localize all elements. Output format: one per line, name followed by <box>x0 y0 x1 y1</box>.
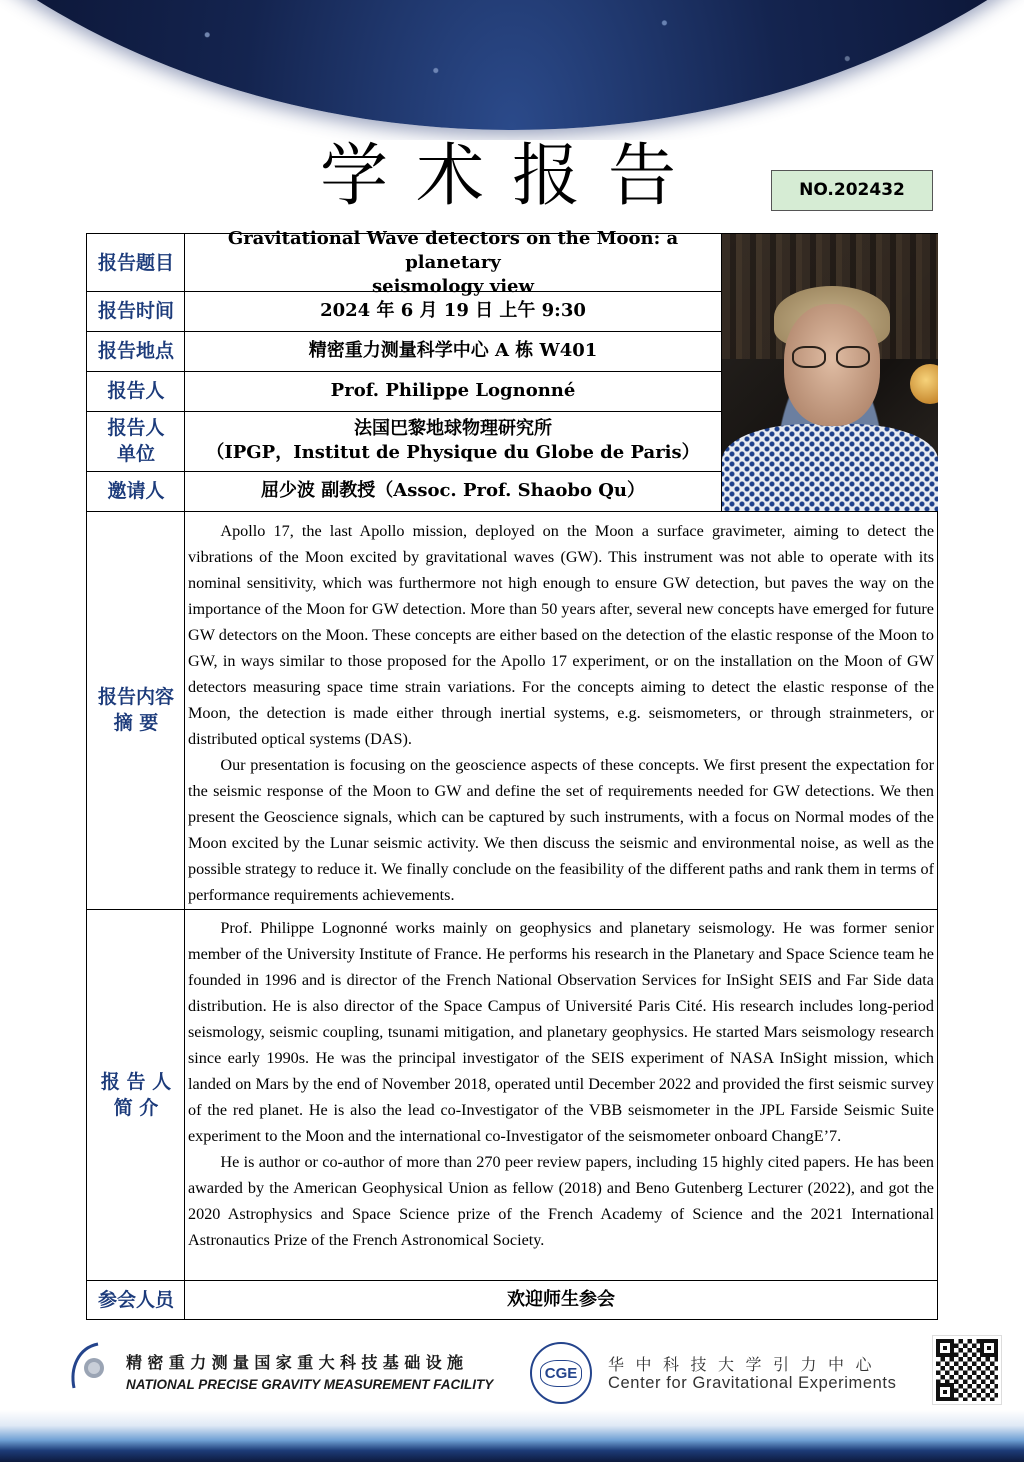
host-label: 邀请人 <box>107 480 165 502</box>
npgm-logo-icon <box>68 1340 118 1395</box>
topic-line-1: Gravitational Wave detectors on the Moon: a planetary <box>227 227 679 273</box>
cge-name-cn: 华中科技大学引力中心 <box>608 1355 884 1374</box>
abstract-label-line-2: 摘 要 <box>113 712 159 734</box>
topic-line-2: seismology view <box>371 275 534 297</box>
speaker-photo <box>722 234 938 511</box>
location-value: 精密重力测量科学中心 A 栋 W401 <box>308 340 598 361</box>
abstract-label <box>87 511 185 909</box>
time-label: 报告时间 <box>97 300 174 322</box>
cge-logo-icon <box>530 1342 592 1404</box>
qr-code-icon <box>933 1336 1001 1404</box>
globe-lamp <box>910 364 938 404</box>
cge-name-en: Center for Gravitational Experiments <box>608 1374 897 1392</box>
speaker-label: 报告人 <box>107 380 165 402</box>
affiliation-line-1: 法国巴黎地球物理研究所 <box>354 418 552 439</box>
abstract-paragraph: Our presentation is focusing on the geoscience aspects of these concepts. We first present the expectation for the seismic response of the Moon to GW and define the set of requirements needed for GW detections. We then present the Geoscience signals, which can be captured by such instruments, with a focus on Normal modes of the Moon excited by the Lunar seismic activity. We then discuss the seismic and environmental noise, as well as the possible strategy to reduce it. We finally conclude on the feasibility of the different paths and rank them in terms of performance requirements achievements. <box>188 756 934 904</box>
affiliation-label <box>87 411 185 471</box>
affiliation-value <box>185 411 721 471</box>
report-table <box>86 227 938 1320</box>
planet-image <box>0 0 1024 130</box>
affiliation-label-line-1: 报告人 <box>107 417 165 439</box>
bio-label-line-1: 报 告 人 <box>100 1070 172 1093</box>
audience-label: 参会人员 <box>97 1289 174 1311</box>
bio-paragraph: Prof. Philippe Lognonné works mainly on geophysics and planetary seismology. He was former senior member of the University Institute of France. He performs his research in the Planetary and Space Science team he founded in 1996 and is director of the French National Observation Services for InSight SEIS and Far Side data distribution. He is also director of the Space Campus of Université Paris Cité. His research includes long-period seismology, seismic coupling, tsunami mitigation, and planetary geophysics. He started Mars seismology research since early 1990s. He was the principal investigator of the SEIS experiment of NASA InSight mission, which landed on Mars by the end of November 2018, operated until December 2022 and provided the first seismic survey of the red planet. He is also the lead co-Investigator of the VBB seismometer in the JPL Farside Seismic Suite experiment to the Moon and the international co-Investigator of the seismometer onboard ChangE’7. <box>188 919 934 1145</box>
cge-badge-text: CGE <box>540 1360 583 1387</box>
topic-value <box>185 227 721 297</box>
speaker-value: Prof. Philippe Lognonné <box>330 380 576 401</box>
glasses <box>792 346 872 370</box>
host-value: 屈少波 副教授（Assoc. Prof. Shaobo Qu） <box>260 480 646 501</box>
bio-label <box>87 909 185 1280</box>
abstract-label-line-1: 报告内容 <box>97 686 174 708</box>
bio-text <box>188 915 934 1253</box>
topic-label: 报告题目 <box>97 251 174 274</box>
bottom-gradient-band <box>0 1410 1024 1462</box>
audience-value: 欢迎师生参会 <box>507 1289 615 1310</box>
bio-paragraph: He is author or co-author of more than 270 peer review papers, including 15 highly cited papers. He has been awarded by the American Geophysical Union as fellow (2018) and Beno Gutenberg Lecturer (2022), and got the 2020 Astrophysics and Space Science prize of the French Academy of Science and the 2021 International Astronautics Prize of the French Astronomical Society. <box>188 1153 934 1249</box>
time-value: 2024 年 6 月 19 日 上午 9:30 <box>320 300 586 321</box>
affiliation-label-line-2: 单位 <box>116 443 155 465</box>
bio-label-line-2: 简 介 <box>113 1096 159 1119</box>
npgm-name-en: NATIONAL PRECISE GRAVITY MEASUREMENT FACILITY <box>126 1377 494 1392</box>
abstract-paragraph: Apollo 17, the last Apollo mission, deployed on the Moon a surface gravimeter, aiming to detect the vibrations of the Moon excited by gravitational waves (GW). This instrument was not able to operate with its nominal sensitivity, which was furthermore not high enough to ensure GW detection, but paves the way on the importance of the Moon for GW detection. More than 50 years after, several new concepts have emerged for future GW detectors on the Moon. These concepts are either based on the detection of the elastic response of the Moon to GW, in ways similar to those proposed for the Apollo 17 experiment, or on the installation on the Moon of GW detectors measuring space time strain variations. For the concepts aiming to detect the elastic response of the Moon, the detection is made either through inertial systems, e.g. seismometers, or through strainmeters, or distributed optical systems (DAS). <box>188 522 934 748</box>
space-banner <box>0 0 1024 140</box>
abstract-text <box>188 518 934 908</box>
patterned-shirt <box>722 424 938 511</box>
footer <box>0 1330 1024 1462</box>
location-label: 报告地点 <box>97 340 174 362</box>
page-title: 学术报告 <box>319 137 704 216</box>
affiliation-line-2: （IPGP，Institut de Physique du Globe de Paris） <box>206 442 700 463</box>
npgm-name-cn: 精密重力测量国家重大科技基础设施 <box>126 1353 469 1372</box>
report-number: NO.202432 <box>771 170 933 211</box>
